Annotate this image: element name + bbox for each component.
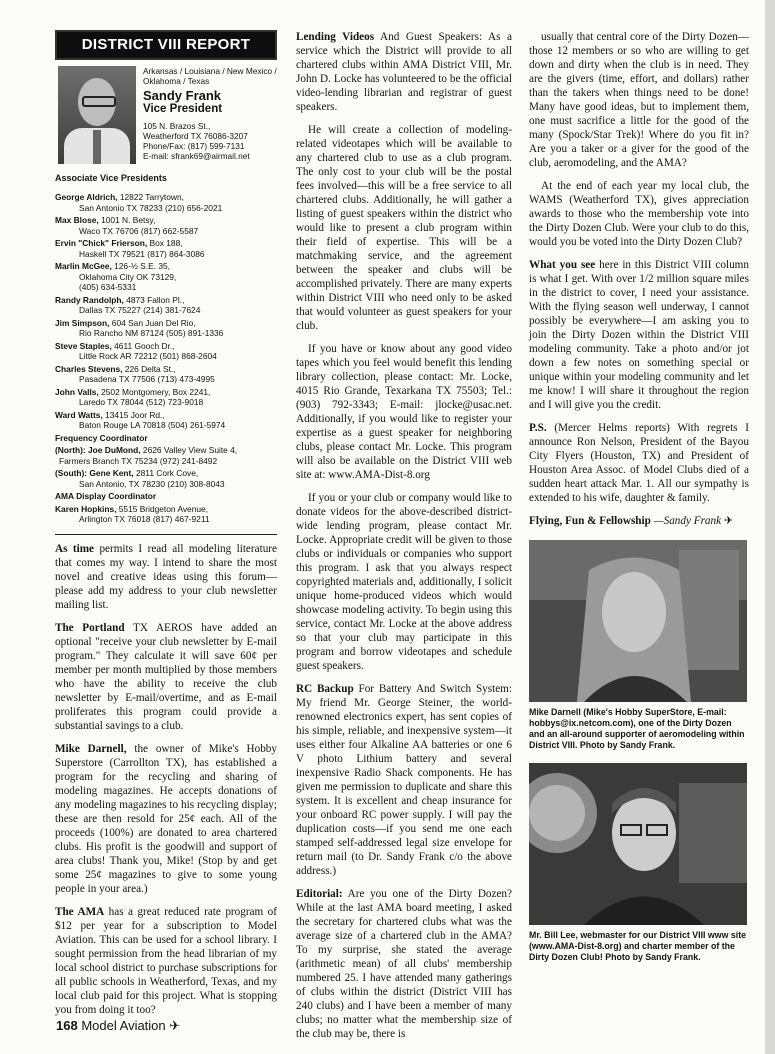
vp-address-line1: 105 N. Brazos St., bbox=[143, 121, 211, 131]
contact-entry bbox=[55, 295, 277, 316]
plane-icon: ✈ bbox=[169, 1018, 181, 1033]
contact-city-phone: Baton Rouge LA 70818 (504) 261-5974 bbox=[79, 420, 226, 430]
page-edge bbox=[765, 0, 775, 1054]
district-report-banner: DISTRICT VIII REPORT bbox=[55, 30, 277, 60]
signoff-text: Fun & Fellowship bbox=[562, 515, 651, 527]
photo2-caption: Mr. Bill Lee, webmaster for our District VIII www site (www.AMA-Dist-8.org) and charter member of the Dirty Dozen Club! Photo by Sandy Frank. bbox=[529, 930, 747, 962]
paragraph-text: permits I read all modeling literature that comes my way. I intend to share the most novel and creative ideas using this forum—please add my address to your club newsletter mailing list. bbox=[55, 542, 277, 611]
page-number: 168 bbox=[56, 1018, 78, 1033]
column-middle bbox=[296, 30, 512, 1050]
paragraph-text: here in this District VIII column is what I get. With over 1/2 million square miles in the district to cover, I need your assistance. With the flying season well underway, I cannot possibly be everywhere—I am asking you to join the Dirty Dozen within the District VIII modeling community. Take a photo and/or jot down a few notes on something special or unique within your modeling community and let me know! I will share it throughout the region and I will give you the credit. bbox=[529, 259, 749, 411]
article-paragraph bbox=[55, 905, 277, 1017]
contact-name: John Valls, bbox=[55, 386, 99, 397]
paragraph-text: He will create a collection of modeling-related videotapes which will be available to any chartered club to use as a club program. The only cost to your club will be the postal fees involved—this will be a free service to all chartered clubs. Additionally, he will gather a listing of guest speakers within the district who would like to present a club program within their field of expertise. This will be a matchmaking service, and the agreement between the speaker and clubs will be accomplished privately. There are many experts within District VIII who need only to be asked that would volunteer as guest speakers for your club. bbox=[296, 124, 512, 332]
contact-name: Ervin "Chick" Frierson, bbox=[55, 238, 148, 248]
contact-entry bbox=[55, 341, 277, 362]
article-paragraph bbox=[55, 621, 277, 733]
contact-list bbox=[55, 192, 277, 431]
paragraph-lead: The Portland bbox=[55, 621, 125, 634]
paragraph-text: And Guest Speakers: As a service which the District will provide to all chartered clubs within AMA District VIII, Mr. John D. Locke has volunteered to be the official video-lending librarian and registrar of guest speakers. bbox=[296, 31, 512, 113]
contact-city-phone: Oklahoma City OK 73129, bbox=[79, 271, 177, 282]
contact-address: 4611 Gooch Dr., bbox=[111, 340, 175, 351]
contact-address: 604 San Juan Del Rio, bbox=[109, 317, 196, 328]
freq-south-address: 2811 Cork Cove, bbox=[133, 468, 199, 478]
freq-heading: Frequency Coordinator bbox=[55, 432, 148, 443]
contact-city-phone: Rio Rancho NM 87124 (505) 891-1336 bbox=[79, 328, 224, 338]
contact-entry bbox=[55, 192, 277, 213]
contact-city-phone: Waco TX 76706 (817) 662-5587 bbox=[79, 225, 199, 236]
column-left bbox=[55, 30, 277, 1026]
vice-president-photo bbox=[58, 66, 136, 164]
display-line2: Arlington TX 76018 (817) 467-9211 bbox=[79, 514, 210, 524]
contact-entry bbox=[55, 318, 277, 339]
contact-name: Randy Randolph, bbox=[55, 294, 124, 305]
paragraph-lead: P.S. bbox=[529, 422, 547, 434]
freq-north-address: 2626 Valley View Suite 4, bbox=[140, 445, 238, 455]
article-paragraph bbox=[529, 179, 749, 249]
paragraph-lead: Mike Darnell, bbox=[55, 742, 127, 755]
display-address: 5515 Bridgeton Avenue, bbox=[116, 503, 209, 514]
vice-president-name: Sandy Frank bbox=[143, 88, 222, 103]
column-left-text bbox=[55, 542, 277, 1017]
signoff bbox=[529, 514, 749, 528]
paragraph-text: At the end of each year my local club, the WAMS (Weatherford TX), gives appreciation awards to those who the membership vote into the Dirty Dozen Club. Were your club to do this, would you be voted into the Dirty Dozen Club? bbox=[529, 180, 749, 248]
associate-vp-heading: Associate Vice Presidents bbox=[55, 173, 167, 183]
paragraph-lead: RC Backup bbox=[296, 683, 354, 695]
contact-entry bbox=[55, 261, 277, 293]
signoff-signature: —Sandy Frank bbox=[653, 515, 722, 527]
paragraph-text: Are you one of the Dirty Dozen? While at the last AMA board meeting, I asked the secretary for chartered clubs what was the average size of a chartered club in the AMA? To my surprise, she stated the average (arithmetic mean) of all clubs' membership numbered 25. I have attended many gatherings of clubs within the district (District VIII has 240 clubs) and I have been a member of many clubs; no matter what the membership size of the club may be, there is bbox=[296, 888, 512, 1040]
plane-icon: ✈ bbox=[723, 515, 734, 527]
article-paragraph bbox=[296, 887, 512, 1041]
frequency-coordinator bbox=[55, 433, 277, 525]
vp-phone: Phone/Fax: (817) 599-7131 bbox=[143, 141, 245, 151]
paragraph-text: TX AEROS have added an optional "receive your club newsletter by E-mail program." They calculate it will save 60¢ per member per month multiplied by those members who have the ability to receive the club newsletter by E-mail/overtime, and as E-mail proliferates this program could provide a substantial savings to a club. bbox=[55, 621, 277, 732]
contact-name: Steve Staples, bbox=[55, 340, 112, 351]
display-heading: AMA Display Coordinator bbox=[55, 491, 157, 501]
contact-name: Charles Stevens, bbox=[55, 363, 123, 374]
article-paragraph bbox=[296, 682, 512, 878]
vp-email: E-mail: sfrank69@airmail.net bbox=[143, 151, 250, 161]
contact-city-phone: Pasadena TX 77506 (713) 473-4995 bbox=[79, 374, 215, 384]
column-right bbox=[529, 30, 749, 963]
vice-president-info bbox=[143, 66, 279, 161]
article-paragraph bbox=[529, 258, 749, 412]
page-footer bbox=[56, 1018, 180, 1034]
paragraph-text: usually that central core of the Dirty Dozen—those 12 members or so who are willing to get down and dirty when the club is in need. They are the givers (time, effort, and dollars) rather than the takers when things need to be done! Many have good ideas, but to implement them, one must sacrifice a little for the good of the many (Spock/Star Trek)! Where do you fit in? Are you a taker or a giver for the good of the club, aeromodeling, and the AMA? bbox=[529, 31, 749, 169]
divider-rule bbox=[55, 534, 277, 535]
contact-entry bbox=[55, 364, 277, 385]
contact-city-phone: Little Rock AR 72212 (501) 868-2604 bbox=[79, 351, 217, 361]
vp-address-line2: Weatherford TX 76086-3207 bbox=[143, 131, 248, 141]
freq-south-line2: San Antonio, TX 78230 (210) 308-8043 bbox=[79, 478, 225, 489]
contact-name: George Aldrich, bbox=[55, 192, 118, 202]
freq-north-name: (North): Joe DuMond, bbox=[55, 445, 141, 455]
contact-address: 12822 Tarrytown, bbox=[117, 192, 184, 202]
article-paragraph bbox=[529, 421, 749, 505]
contact-entry bbox=[55, 215, 277, 236]
paragraph-text: For Battery And Switch System: My friend Mr. George Steiner, the world-renowned electronics expert, has sent copies of his simple, reliable, and inexpensive system—it uses either four Alkaline AA batteries or one 6 V photo Lithium battery and several inexpensive Radio Shack components. He has given me permission to duplicate and share this system. It is excellent and cheap insurance for your onboard RC power supply. I will pay the duplication costs—if you send me one each stamped self-addressed legal size envelope for return mail (to Dr. Sandy Frank c/o the above address.) bbox=[296, 683, 512, 877]
paragraph-text: (Mercer Helms reports) With regrets I announce Ron Nelson, President of the Bayou City Flyers (Houston, TX) and President of Houston Area Assoc. of Model Clubs died of a sudden heart attack Mar. 1. All our sympathy is extended to his wife, daughter & family. bbox=[529, 422, 749, 504]
paragraph-text: the owner of Mike's Hobby Superstore (Carrollton TX), has established a program for the recycling and sharing of modeling magazines. He accepts donations of any modeling magazines to his recycling display; these are then resold for 25¢ each. All of the proceeds (100%) are donated to area chartered clubs. His profit is the goodwill and support of area clubs! Thank you, Mike! (Stop by and get some 25¢ magazines to give to some young people in your area.) bbox=[55, 742, 277, 895]
mike-darnell-photo bbox=[529, 540, 747, 702]
contact-city-phone: Haskell TX 79521 (817) 864-3086 bbox=[79, 248, 205, 259]
contact-city-phone: Dallas TX 75227 (214) 381-7624 bbox=[79, 305, 201, 315]
paragraph-lead: What you see bbox=[529, 259, 596, 271]
article-paragraph bbox=[55, 542, 277, 612]
contact-entry bbox=[55, 238, 277, 259]
bill-lee-photo bbox=[529, 763, 747, 925]
photo1-caption: Mike Darnell (Mike's Hobby SuperStore, E-mail: hobbys@ix.netcom.com), one of the Dirty Dozen and an all-around supporter of aeromodeling within District VIII. Photo by Sandy Frank. bbox=[529, 707, 745, 750]
contact-name: Max Blose, bbox=[55, 215, 99, 225]
contact-name: Marlin McGee, bbox=[55, 261, 112, 271]
paragraph-lead: The AMA bbox=[55, 905, 105, 918]
freq-south-name: (South): Gene Kent, bbox=[55, 468, 134, 478]
contact-address: 226 Delta St., bbox=[122, 363, 176, 374]
contact-city-phone: Laredo TX 78044 (512) 723-9018 bbox=[79, 397, 204, 407]
paragraph-lead: Lending Videos bbox=[296, 31, 375, 43]
contact-address: 4873 Fallon Pl., bbox=[123, 294, 185, 305]
article-paragraph bbox=[55, 742, 277, 896]
article-paragraph bbox=[296, 30, 512, 114]
contact-city-phone: San Antonio TX 78233 (210) 656-2021 bbox=[79, 202, 223, 213]
contact-name: Ward Watts, bbox=[55, 409, 103, 420]
column-right-text bbox=[529, 30, 749, 505]
contact-address: Box 188, bbox=[147, 238, 183, 248]
contact-entry bbox=[55, 410, 277, 431]
paragraph-text: has a great reduced rate program of $12 per year for a subscription to Model Aviation. This can be used for a school library. I sought permission from the head librarian of my local school district to purchase subscriptions for all public schools in Weatherford, Texas, and my local club paid for this project. What is stopping you from doing it too? bbox=[55, 905, 277, 1016]
freq-north-line2: Farmers Branch TX 75234 (972) 241-8492 bbox=[59, 455, 218, 466]
paragraph-text: If you have or know about any good video tapes which you feel would benefit this lending library collection, please contact: Mr. Locke, 4015 Rio Grande, Texarkana TX 75503; Tel.: (903) 792-3343; E-mail: jlocke@usac.net. Additionally, if you would like to register your expertise as a guest speaker for neighboring clubs, please contact Mr. Locke. This program will also be available on the District VIII web site at: www.AMA-Dist-8.org bbox=[296, 343, 512, 481]
vice-president-box bbox=[55, 66, 277, 170]
magazine-title: Model Aviation bbox=[81, 1018, 166, 1033]
article-paragraph bbox=[529, 30, 749, 170]
contact-address: 126-½ S.E. 35, bbox=[111, 261, 170, 271]
paragraph-text: If you or your club or company would like to donate videos for the above-described district-wide lending program, please contact Mr. Locke. Appropriate credit will be given to those clubs or individuals or companies who support this program. I ask that you always respect copyrighted materials and, additionally, I solicit unique home-produced videos which would showcase modeling activity. To begin using this service, contact Mr. Locke at the above address so that your club may participate in this program and borrow videotapes and schedule guest speakers. bbox=[296, 492, 512, 672]
contact-address: 2502 Montgomery, Box 2241, bbox=[98, 386, 211, 397]
contact-address: 1001 N. Betsy, bbox=[98, 215, 156, 225]
article-paragraph bbox=[296, 491, 512, 673]
contact-address: 13415 Joor Rd., bbox=[102, 409, 165, 420]
article-paragraph bbox=[296, 342, 512, 482]
contact-name: Jim Simpson, bbox=[55, 317, 110, 328]
signoff-lead: Flying, bbox=[529, 515, 563, 527]
display-name: Karen Hopkins, bbox=[55, 503, 117, 514]
district-states: Arkansas / Louisiana / New Mexico / Oklahoma / Texas bbox=[143, 66, 277, 86]
contact-phone: (405) 634-5331 bbox=[79, 282, 137, 292]
paragraph-lead: Editorial: bbox=[296, 888, 343, 900]
article-paragraph bbox=[296, 123, 512, 333]
column-middle-text bbox=[296, 30, 512, 1041]
vice-president-title: Vice President bbox=[143, 103, 223, 115]
paragraph-lead: As time bbox=[55, 542, 94, 555]
contact-entry bbox=[55, 387, 277, 408]
